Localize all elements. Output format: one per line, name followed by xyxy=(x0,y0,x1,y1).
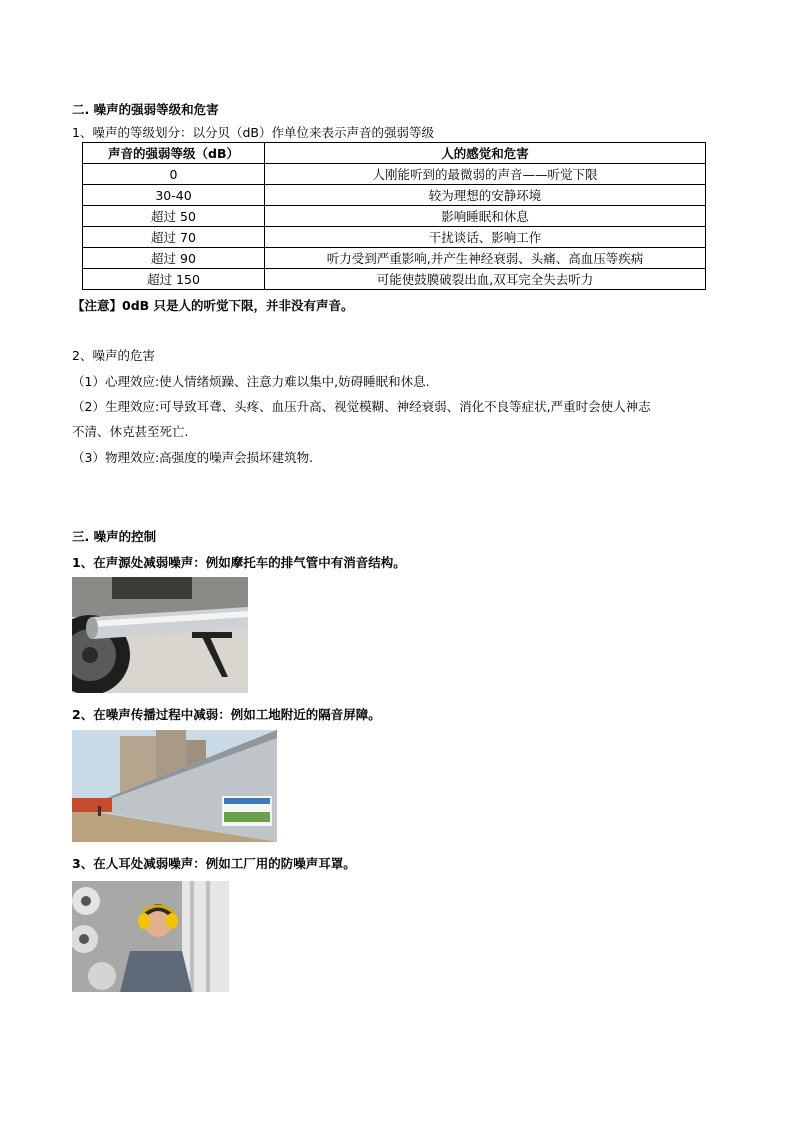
harm-physiological-line2: 不清、休克甚至死亡. xyxy=(72,424,189,439)
column-header: 声音的强弱等级（dB） xyxy=(83,143,265,164)
table-row xyxy=(83,164,706,185)
table-cell: 听力受到严重影响,并产生神经衰弱、头痛、高血压等疾病 xyxy=(265,248,706,269)
table-cell: 超过 50 xyxy=(83,206,265,227)
table-header-row xyxy=(83,143,706,164)
table-cell: 人刚能听到的最微弱的声音——听觉下限 xyxy=(265,164,706,185)
control-at-ear: 3、在人耳处减弱噪声：例如工厂用的防噪声耳罩。 xyxy=(72,856,356,871)
section-heading: 三. 噪声的控制 xyxy=(72,529,157,544)
table-row xyxy=(83,269,706,290)
harm-physiological-line1: （2）生理效应:可导致耳聋、头疼、血压升高、视觉模糊、神经衰弱、消化不良等症状,严重时会使人神志 xyxy=(72,399,651,414)
column-header: 人的感觉和危害 xyxy=(265,143,706,164)
harm-physical: （3）物理效应:高强度的噪声会损坏建筑物. xyxy=(72,450,314,465)
table-row xyxy=(83,206,706,227)
motorcycle-exhaust-photo xyxy=(72,577,248,693)
earmuff-worker-photo xyxy=(72,881,229,992)
table-cell: 干扰谈话、影响工作 xyxy=(265,227,706,248)
table-cell: 超过 70 xyxy=(83,227,265,248)
control-at-source: 1、在声源处减弱噪声：例如摩托车的排气管中有消音结构。 xyxy=(72,555,406,570)
harm-heading: 2、噪声的危害 xyxy=(72,348,155,363)
control-in-transmission: 2、在噪声传播过程中减弱：例如工地附近的隔音屏障。 xyxy=(72,707,381,722)
harm-psychological: （1）心理效应:使人情绪烦躁、注意力难以集中,妨碍睡眠和休息. xyxy=(72,374,430,389)
table-row xyxy=(83,185,706,206)
table-cell: 0 xyxy=(83,164,265,185)
noise-level-intro: 1、噪声的等级划分：以分贝（dB）作单位来表示声音的强弱等级 xyxy=(72,125,434,140)
table-cell: 影响睡眠和休息 xyxy=(265,206,706,227)
table-cell: 较为理想的安静环境 xyxy=(265,185,706,206)
table-cell: 超过 90 xyxy=(83,248,265,269)
table-cell: 超过 150 xyxy=(83,269,265,290)
table-row xyxy=(83,227,706,248)
sound-barrier-photo xyxy=(72,730,277,842)
noise-level-table xyxy=(82,142,706,290)
table-cell: 可能使鼓膜破裂出血,双耳完全失去听力 xyxy=(265,269,706,290)
table-row xyxy=(83,248,706,269)
table-cell: 30-40 xyxy=(83,185,265,206)
note-text: 【注意】0dB 只是人的听觉下限，并非没有声音。 xyxy=(72,298,354,313)
section-heading: 二. 噪声的强弱等级和危害 xyxy=(72,102,219,117)
